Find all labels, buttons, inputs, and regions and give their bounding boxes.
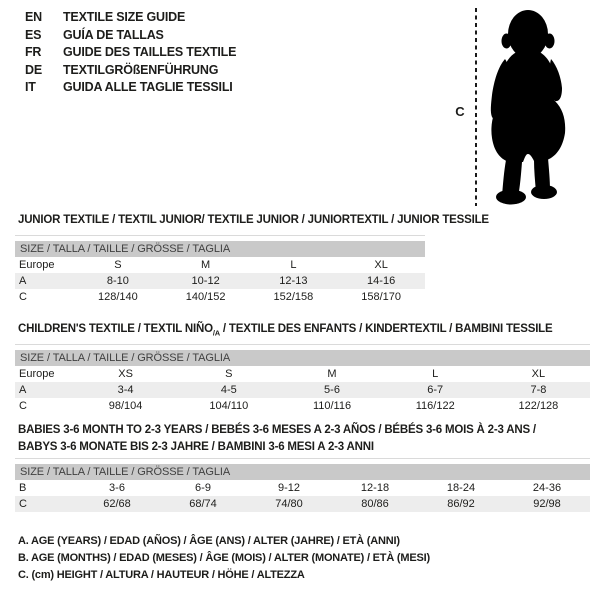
cell: 10-12 (191, 275, 220, 287)
table-row (15, 273, 425, 289)
language-title-list (25, 9, 236, 97)
cell: 12-18 (360, 482, 390, 494)
cell: 152/158 (273, 291, 314, 303)
cell: 140/152 (185, 291, 226, 303)
height-measure-dotted-line (475, 8, 477, 206)
cell: 98/104 (108, 400, 143, 412)
cell: 86/92 (447, 498, 475, 510)
lang-code: EN (25, 10, 42, 24)
cell: L (432, 368, 439, 380)
cell: 74/80 (275, 498, 303, 510)
cell: 8-10 (106, 275, 129, 287)
size-header-band: SIZE / TALLA / TAILLE / GRÖSSE / TAGLIA (15, 241, 425, 257)
cell: 122/128 (518, 400, 559, 412)
table-row (15, 366, 590, 382)
row-label: C (19, 291, 27, 303)
table-top-rule (15, 235, 425, 236)
cell: L (290, 259, 297, 271)
cell: 9-12 (277, 482, 301, 494)
table-top-rule (15, 344, 590, 345)
cell: 80/86 (361, 498, 389, 510)
babies-table-title (18, 422, 536, 456)
legend-line-c: C. (cm) HEIGHT / ALTURA / HAUTEUR / HÖHE / ALTEZZA (18, 569, 305, 581)
row-label: Europe (19, 368, 55, 380)
cell: 12-13 (279, 275, 308, 287)
children-table (15, 344, 590, 414)
cell: XS (118, 368, 133, 380)
measurement-legend (18, 533, 430, 584)
cell: 92/98 (533, 498, 561, 510)
cell: 4-5 (220, 384, 237, 396)
cell: 3-4 (117, 384, 134, 396)
table-row (15, 289, 425, 305)
lang-code: IT (25, 80, 36, 94)
cell: 62/68 (103, 498, 131, 510)
cell: 24-36 (532, 482, 562, 494)
cell: 7-8 (530, 384, 547, 396)
size-header-band: SIZE / TALLA / TAILLE / GRÖSSE / TAGLIA (15, 464, 590, 480)
cell: 158/170 (361, 291, 401, 303)
table-row (15, 480, 590, 496)
children-table-title-text: CHILDREN'S TEXTILE / TEXTIL NIÑO (18, 323, 213, 335)
cell: 18-24 (446, 482, 476, 494)
row-label: A (19, 384, 27, 396)
cell: S (225, 368, 233, 380)
children-table-title-subscript: /A (212, 328, 220, 338)
cell: XL (531, 368, 546, 380)
lang-title: TEXTILGRÖßENFÜHRUNG (63, 62, 219, 77)
junior-table-title (18, 212, 489, 229)
cell: 116/122 (415, 400, 455, 412)
baby-silhouette-icon (487, 9, 569, 207)
table-row (15, 398, 590, 414)
lang-code: ES (25, 27, 42, 42)
cell: 6-9 (195, 482, 211, 494)
babies-table-title-line2: BABYS 3-6 MONATE BIS 2-3 JAHRE / BAMBINI 3-6 MESI A 2-3 ANNI (18, 441, 374, 453)
cell: 128/140 (97, 291, 138, 303)
height-measure-label: C (455, 104, 465, 119)
row-label: A (19, 275, 27, 287)
lang-title: GUIDA ALLE TAGLIE TESSILI (63, 80, 233, 94)
junior-table-title-text: JUNIOR TEXTILE / TEXTIL JUNIOR/ TEXTILE JUNIOR / JUNIORTEXTIL / JUNIOR TESSILE (18, 214, 489, 226)
row-label: C (19, 498, 27, 510)
lang-code: DE (25, 62, 42, 77)
cell: 3-6 (109, 482, 125, 494)
lang-code: FR (25, 45, 42, 59)
cell: M (201, 259, 211, 271)
cell: 68/74 (189, 498, 217, 510)
table-top-rule (15, 458, 590, 459)
lang-title: GUÍA DE TALLAS (63, 27, 164, 42)
babies-table (15, 458, 590, 512)
children-table-title (18, 321, 552, 341)
legend-line-b: B. AGE (MONTHS) / EDAD (MESES) / ÂGE (MOIS) / ALTER (MONATE) / ETÀ (MESI) (18, 552, 430, 564)
cell: 5-6 (324, 384, 340, 396)
cell: S (114, 259, 122, 271)
children-table-title-text-after: / TEXTILE DES ENFANTS / KINDERTEXTIL / BAMBINI TESSILE (219, 323, 553, 335)
lang-title: GUIDE DES TAILLES TEXTILE (63, 45, 237, 59)
table-row (15, 257, 425, 273)
cell: XL (374, 259, 388, 271)
cell: 6-7 (427, 384, 444, 396)
cell: 104/110 (209, 400, 249, 412)
lang-title: TEXTILE SIZE GUIDE (63, 10, 186, 24)
size-header-band: SIZE / TALLA / TAILLE / GRÖSSE / TAGLIA (15, 350, 590, 366)
row-label: B (19, 482, 27, 494)
legend-line-a: A. AGE (YEARS) / EDAD (AÑOS) / ÂGE (ANS) / ALTER (JAHRE) / ETÀ (ANNI) (18, 535, 400, 547)
babies-table-title-line1: BABIES 3-6 MONTH TO 2-3 YEARS / BEBÉS 3-6 MESES A 2-3 AÑOS / BÉBÉS 3-6 MOIS À 2-3 ANS / (18, 424, 536, 436)
table-row (15, 496, 590, 512)
junior-table (15, 235, 425, 305)
cell: M (327, 368, 337, 380)
row-label: C (19, 400, 27, 412)
table-row (15, 382, 590, 398)
cell: 110/116 (312, 400, 352, 412)
cell: 14-16 (367, 275, 396, 287)
row-label: Europe (19, 259, 55, 271)
